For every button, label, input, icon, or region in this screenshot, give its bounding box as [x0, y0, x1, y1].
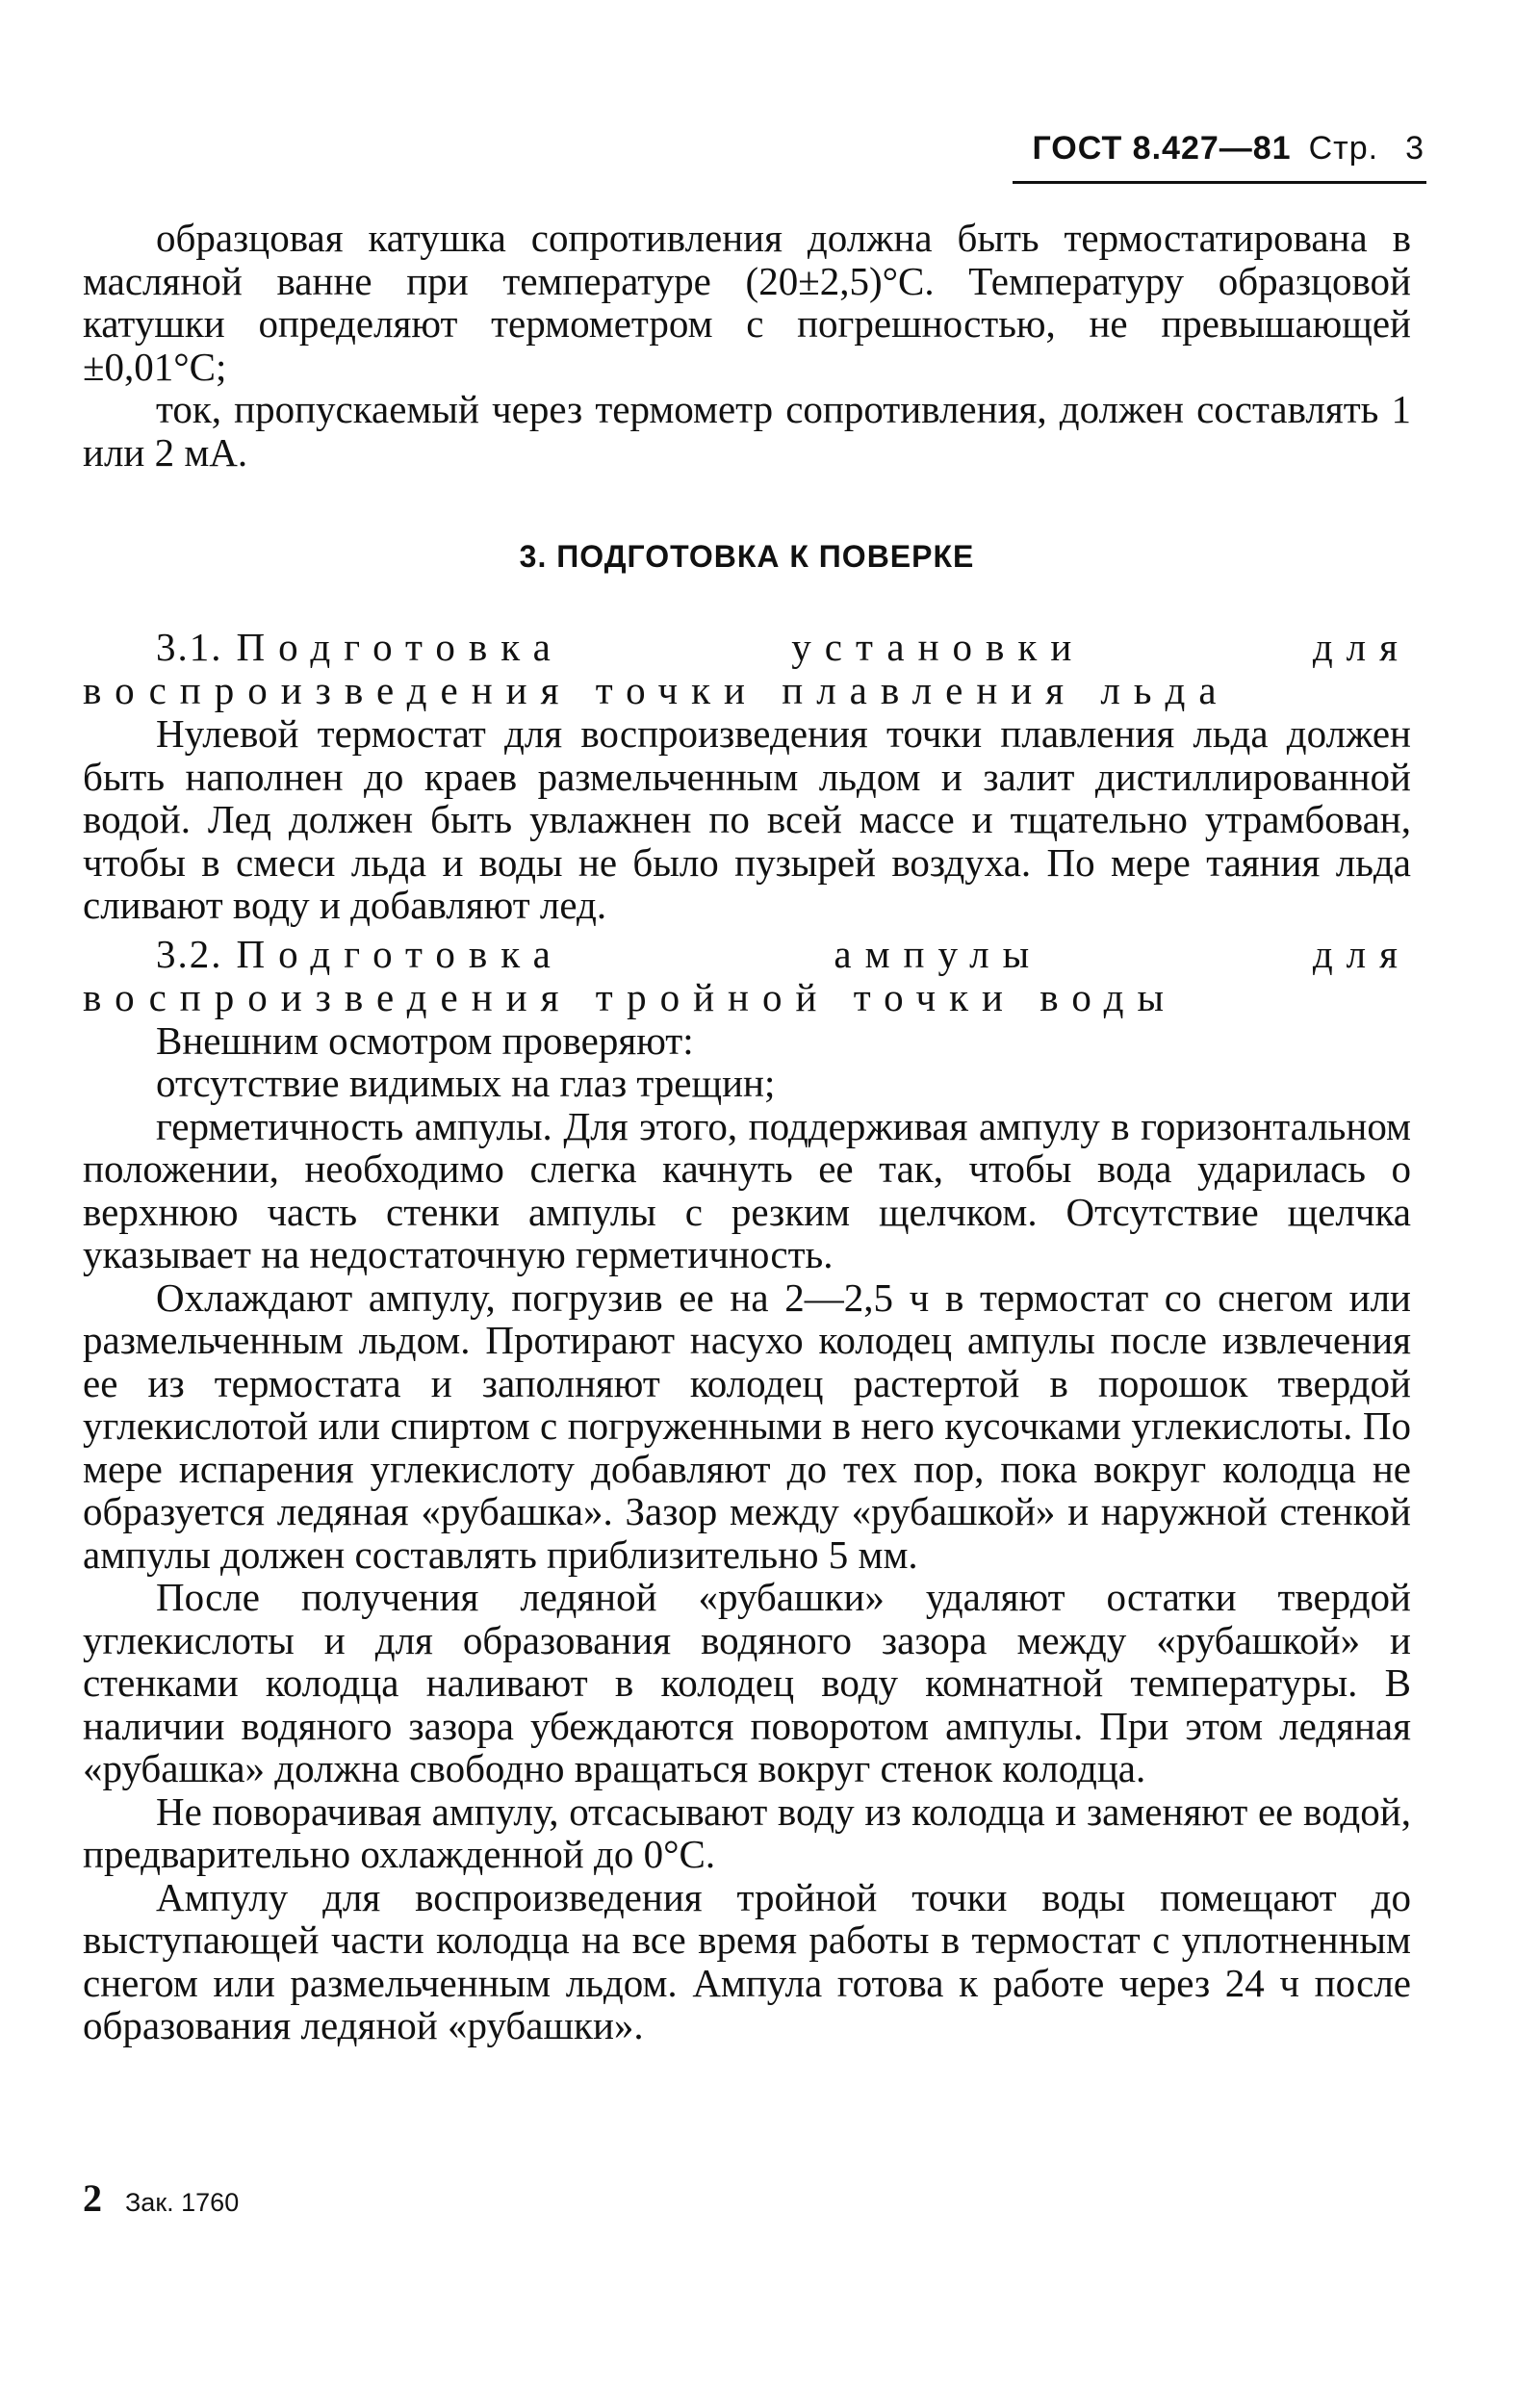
- subsection-paragraph: Нулевой термостат для воспроизведения точки плавления льда должен быть наполнен до краев размельченным льдом и залит дистиллированной водой. Лед должен быть увлажнен по всей массе и тщательно утрамбован, чтобы в смеси льда и воды не было пузырей воздуха. По мере таяния льда сливают воду и добавляют лед.: [83, 711, 1411, 927]
- subsection-number: 3.1.: [156, 625, 223, 669]
- page-header: [982, 130, 1424, 167]
- document-code: ГОСТ 8.427—81: [1032, 130, 1292, 167]
- subsection-heading-text: Подготовка установки для воспроизведения точки плавления льда: [83, 625, 1411, 712]
- page-footer: [83, 2175, 239, 2221]
- intro-paragraph: ток, пропускаемый через термометр сопротивления, должен составлять 1 или 2 мА.: [83, 387, 1411, 475]
- header-rule: [1013, 181, 1426, 184]
- subsection-paragraph: Охлаждают ампулу, погрузив ее на 2—2,5 ч в термостат со снегом или размельченным льдом. Протирают насухо колодец ампулы после извлечения ее из термостата и заполняют колодец растертой в порошок твердой углекислотой или спиртом с погруженными в него кусочками углекислоты. По мере испарения углекислоту добавляют до тех пор, пока вокруг колодца не образуется ледяная «рубашка». Зазор между «рубашкой» и наружной стенкой ампулы должен составлять приблизительно 5 мм.: [83, 1274, 1411, 1577]
- signature-mark: 2: [83, 2176, 102, 2220]
- subsection-heading-3-2: [83, 933, 1411, 1019]
- page-label: Стр.: [1308, 130, 1379, 167]
- check-intro: Внешним осмотром проверяют:: [156, 1017, 694, 1063]
- page-number: 3: [1405, 130, 1424, 167]
- check-item: герметичность ампулы. Для этого, поддерживая ампулу в горизонтальном положении, необходимо слегка качнуть ее так, чтобы вода ударилась о верхнюю часть стенки ампулы с резким щелчком. Отсутствие щелчка указывает на недостаточную герметичность.: [83, 1103, 1411, 1276]
- subsection-paragraph: После получения ледяной «рубашки» удаляют остатки твердой углекислоты и для образования водяного зазора между «рубашкой» и стенками колодца наливают в колодец воду комнатной температуры. В наличии водяного зазора убеждаются поворотом ампулы. При этом ледяная «рубашка» должна свободно вращаться вокруг стенок колодца.: [83, 1575, 1411, 1790]
- page-body: [83, 217, 1411, 2047]
- intro-paragraph: образцовая катушка сопротивления должна быть термостатирована в масляной ванне при температуре (20±2,5)°С. Температуру образцовой катушки определяют термометром с погрешностью, не превышающей ±0,01°С;: [83, 216, 1411, 389]
- order-number: Зак. 1760: [125, 2188, 240, 2217]
- subsection-number: 3.2.: [156, 931, 223, 976]
- subsection-heading-3-1: [83, 626, 1411, 712]
- subsection-paragraph: Ампулу для воспроизведения тройной точки воды помещают до выступающей части колодца на все время работы в термостат с уплотненным снегом или размельченным льдом. Ампула готова к работе через 24 ч после образования ледяной «рубашки».: [83, 1874, 1411, 2047]
- section-title: 3. ПОДГОТОВКА К ПОВЕРКЕ: [519, 539, 975, 574]
- subsection-paragraph: Не поворачивая ампулу, отсасывают воду из колодца и заменяют ее водой, предварительно охлажденной до 0°С.: [83, 1788, 1411, 1876]
- check-item: отсутствие видимых на глаз трещин;: [156, 1061, 776, 1105]
- subsection-heading-text: Подготовка ампулы для воспроизведения тройной точки воды: [83, 931, 1411, 1019]
